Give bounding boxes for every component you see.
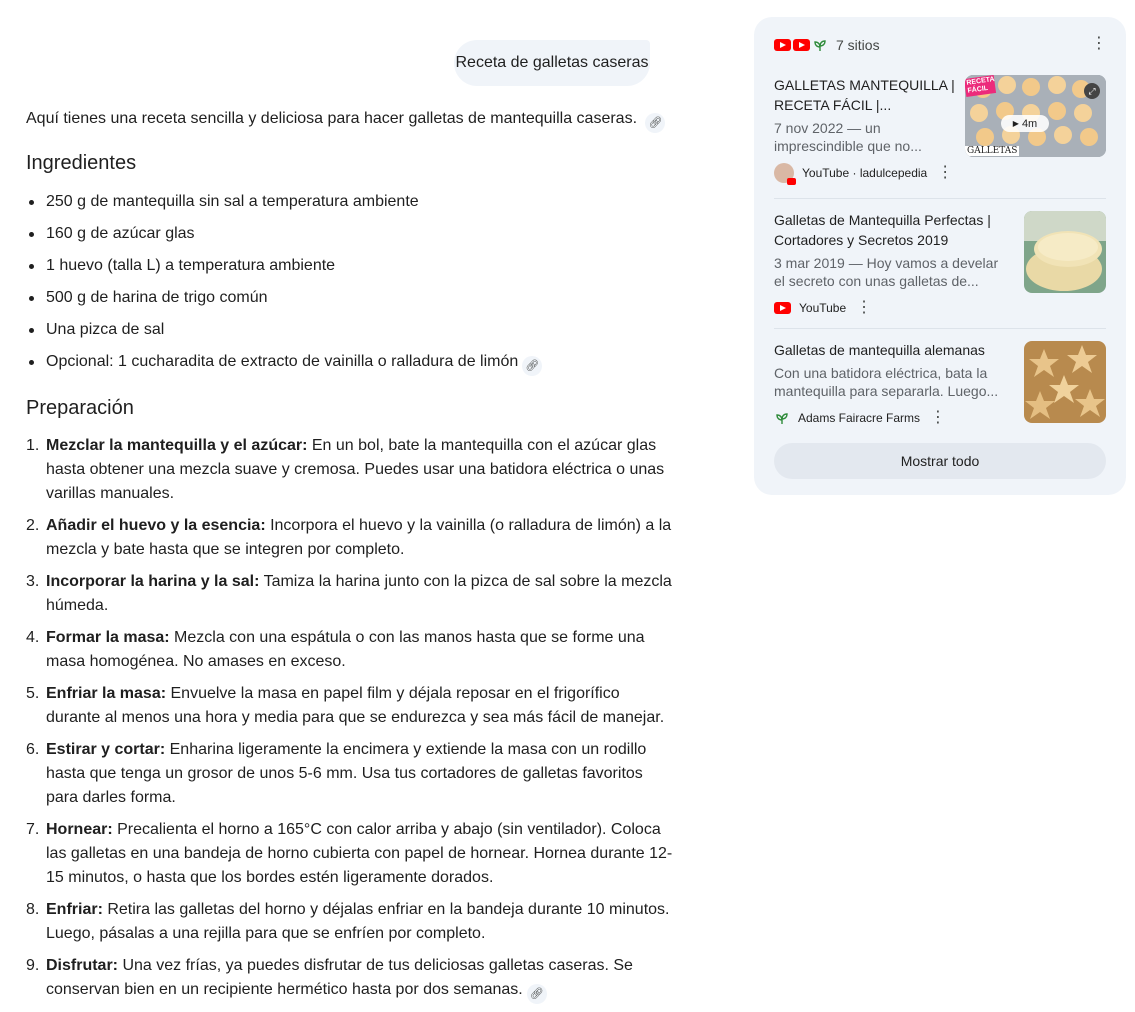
list-item: 8. Enfriar: Retira las galletas del horno y déjalas enfriar en la bandeja durante 10 minutos. Luego, pásalas a una rejilla para que se enfríen por completo. <box>26 901 670 942</box>
more-vert-icon[interactable]: ⋮ <box>930 409 947 426</box>
list-item: 1 huevo (talla L) a temperatura ambiente <box>26 254 542 286</box>
source-card-source: Adams Fairacre Farms ⋮ <box>774 408 1106 428</box>
source-card-snippet: 3 mar 2019 — Hoy vamos a develar el secreto con unas galletas de... <box>774 255 999 289</box>
source-thumbnail[interactable] <box>1024 211 1106 293</box>
source-card[interactable] <box>774 210 1106 320</box>
youtube-icon <box>774 302 791 314</box>
list-item: 5. Enfriar la masa: Envuelve la masa en papel film y déjala reposar en el frigorífico durante al menos una hora y media para que se endurezca y sea más fácil de manejar. <box>26 685 665 726</box>
divider <box>774 198 1106 199</box>
more-vert-icon[interactable]: ⋮ <box>937 164 954 181</box>
fullscreen-icon[interactable]: ⤢ <box>1084 83 1100 99</box>
sources-count: 7 sitios <box>836 37 880 53</box>
leaf-icon <box>812 37 828 53</box>
source-card[interactable] <box>774 75 1106 185</box>
show-all-button[interactable] <box>774 443 1106 479</box>
list-item: 2. Añadir el huevo y la esencia: Incorpora el huevo y la vainilla (o ralladura de limón) a la mezcla y bate hasta que se integren por completo. <box>26 517 672 558</box>
source-card-title[interactable]: Galletas de mantequilla alemanas <box>774 342 985 358</box>
thumb-caption: GALLETAS <box>967 146 1018 156</box>
list-item: 9. Disfrutar: Una vez frías, ya puedes disfrutar de tus deliciosas galletas caseras. Se conservan bien en un recipiente hermético hasta por dos semanas. 🔗︎ <box>26 954 678 1004</box>
link-icon[interactable]: 🔗︎ <box>527 984 547 1004</box>
link-icon[interactable]: 🔗︎ <box>522 356 542 376</box>
source-card-source: YouTube ⋮ <box>774 298 1106 318</box>
list-item: Opcional: 1 cucharadita de extracto de vainilla o ralladura de limón 🔗︎ <box>26 350 542 382</box>
duration-badge: ▶ 4m <box>1001 115 1049 132</box>
list-item: 6. Estirar y cortar: Enharina ligeramente la encimera y extiende la masa con un rodillo hasta que tenga un grosor de unos 5-6 mm. Usa tus cortadores de galletas favoritos para darles forma. <box>26 741 647 806</box>
source-card-snippet: 7 nov 2022 — un imprescindible que no... <box>774 120 922 154</box>
link-icon[interactable]: 🔗︎ <box>645 113 665 133</box>
list-item: 250 g de mantequilla sin sal a temperatura ambiente <box>26 190 542 222</box>
source-card-snippet: Con una batidora eléctrica, bata la mantequilla para separarla. Luego... <box>774 365 999 399</box>
list-item: 4. Formar la masa: Mezcla con una espátula o con las manos hasta que se forme una masa homogénea. No amases en exceso. <box>26 629 645 670</box>
avatar <box>774 163 794 183</box>
video-thumbnail[interactable] <box>965 75 1106 157</box>
youtube-icon <box>793 39 810 51</box>
intro-paragraph <box>26 107 678 133</box>
preparation-steps <box>26 434 678 1012</box>
intro-text: Aquí tienes una receta sencilla y deliciosa para hacer galletas de mantequilla caseras. <box>26 110 638 127</box>
list-item: 1. Mezclar la mantequilla y el azúcar: En un bol, bate la mantequilla con el azúcar glas hasta obtener una mezcla suave y cremosa. Puedes usar una batidora eléctrica o unas varillas manuales. <box>26 437 665 502</box>
source-card-title[interactable]: GALLETAS MANTEQUILLA | RECETA FÁCIL |... <box>774 77 955 113</box>
divider <box>774 328 1106 329</box>
list-item: 500 g de harina de trigo común <box>26 286 542 318</box>
list-item: 3. Incorporar la harina y la sal: Tamiza la harina junto con la pizca de sal sobre la mezcla húmeda. <box>26 573 672 614</box>
more-vert-icon[interactable]: ⋮ <box>1091 35 1107 52</box>
list-item: 7. Hornear: Precalienta el horno a 165°C con calor arriba y abajo (sin ventilador). Coloca las galletas en una bandeja de horno cubierta con papel de hornear. Hornea durante 12-15 minutos, o hasta que los bordes estén ligeramente dorados. <box>26 821 673 886</box>
ingredients-heading: Ingredientes <box>26 152 137 174</box>
play-icon: ▶ <box>1012 119 1019 128</box>
preparation-heading: Preparación <box>26 397 134 419</box>
user-query-bubble <box>454 40 650 86</box>
sources-panel <box>754 17 1126 495</box>
source-card[interactable] <box>774 340 1106 440</box>
youtube-icon <box>787 178 796 185</box>
more-vert-icon[interactable]: ⋮ <box>856 299 873 316</box>
thumb-badge: RECETA FÁCIL <box>965 75 996 97</box>
list-item: 160 g de azúcar glas <box>26 222 542 254</box>
source-card-source: YouTube · ladulcepedia ⋮ <box>774 163 1106 183</box>
youtube-icon <box>774 39 791 51</box>
leaf-icon <box>774 410 790 426</box>
source-thumbnail[interactable] <box>1024 341 1106 423</box>
user-query-text: Receta de galletas caseras <box>455 54 649 71</box>
source-card-title[interactable]: Galletas de Mantequilla Perfectas | Cortadores y Secretos 2019 <box>774 212 991 248</box>
ingredients-list <box>26 190 542 382</box>
sources-header[interactable] <box>774 36 880 54</box>
list-item: Una pizca de sal <box>26 318 542 350</box>
show-all-label: Mostrar todo <box>900 453 980 469</box>
